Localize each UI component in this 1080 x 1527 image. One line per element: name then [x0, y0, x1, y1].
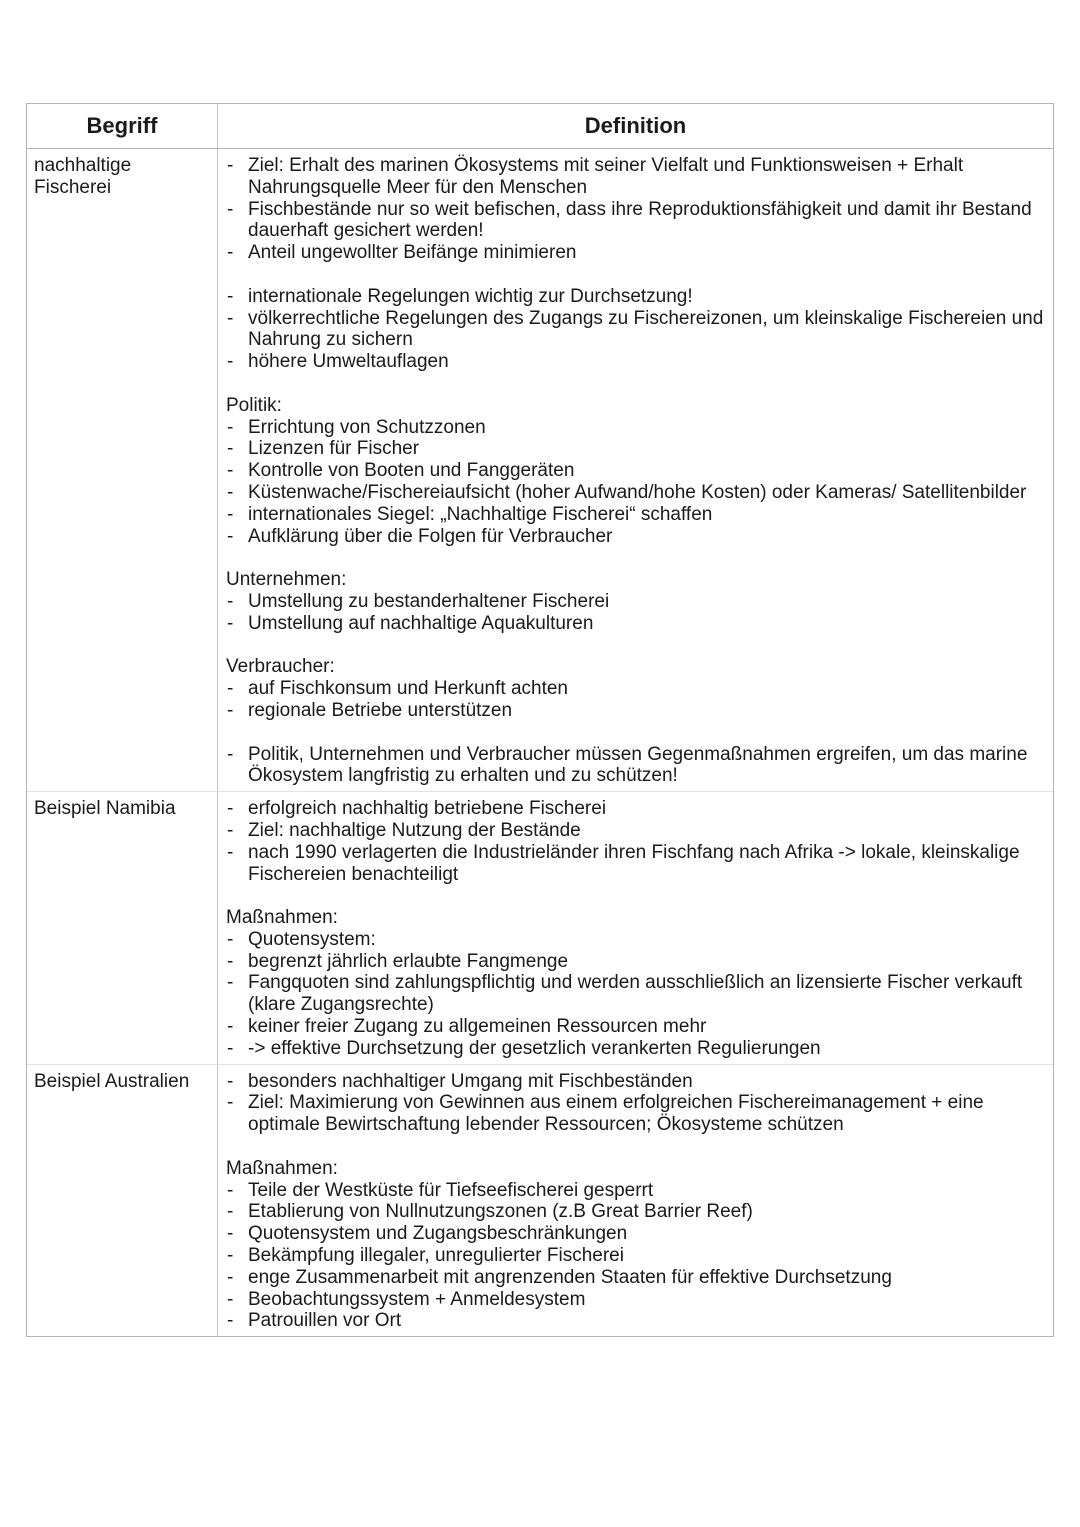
bullet-item: - Aufklärung über die Folgen für Verbraucher: [226, 526, 1045, 548]
bullet-item: - enge Zusammenarbeit mit angrenzenden Staaten für effektive Durchsetzung: [226, 1267, 1045, 1289]
definition-cell: [218, 1065, 1053, 1337]
bullet-item: - internationale Regelungen wichtig zur Durchsetzung!: [226, 286, 1045, 308]
definition-block: [226, 286, 1045, 373]
bullet-item: - Quotensystem:: [226, 929, 1045, 951]
section-heading: Maßnahmen:: [226, 1157, 338, 1179]
bullet-list: [226, 417, 1045, 548]
bullet-list: [226, 1180, 1045, 1333]
section-heading: Verbraucher:: [226, 656, 335, 678]
header-definition: Definition: [584, 113, 687, 139]
bullet-item: - Ziel: nachhaltige Nutzung der Bestände: [226, 820, 1045, 842]
definition-block: [226, 907, 1045, 1060]
definition-block: [226, 656, 1045, 721]
table-row: [27, 149, 1053, 792]
bullet-item: - begrenzt jährlich erlaubte Fangmenge: [226, 951, 1045, 973]
bullet-item: - Küstenwache/Fischereiaufsicht (hoher Aufwand/hohe Kosten) oder Kameras/ Satellitenbilder: [226, 482, 1045, 504]
definition-block: [226, 1071, 1045, 1136]
definition-table: [26, 103, 1054, 1337]
section-heading: Maßnahmen:: [226, 907, 338, 929]
bullet-item: - Quotensystem und Zugangsbeschränkungen: [226, 1223, 1045, 1245]
definition-block: [226, 744, 1045, 788]
term-cell: Beispiel Namibia: [27, 792, 218, 1064]
section-heading: Unternehmen:: [226, 569, 347, 591]
bullet-item: - Patrouillen vor Ort: [226, 1310, 1045, 1332]
bullet-list: [226, 286, 1045, 373]
bullet-item: - völkerrechtliche Regelungen des Zugangs zu Fischereizonen, um kleinskalige Fischereien und Nahrung zu sichern: [226, 308, 1045, 352]
definition-block: [226, 155, 1045, 264]
bullet-list: [226, 798, 1045, 885]
bullet-item: - Politik, Unternehmen und Verbraucher müssen Gegenmaßnahmen ergreifen, um das marine Ökosystem langfristig zu erhalten und zu schützen!: [226, 744, 1045, 788]
definition-block: [226, 1158, 1045, 1332]
bullet-item: - Kontrolle von Booten und Fanggeräten: [226, 460, 1045, 482]
bullet-item: - Bekämpfung illegaler, unregulierter Fischerei: [226, 1245, 1045, 1267]
table-row: [27, 792, 1053, 1065]
bullet-item: - Ziel: Erhalt des marinen Ökosystems mit seiner Vielfalt und Funktionsweisen + Erhalt Nahrungsquelle Meer für den Menschen: [226, 155, 1045, 199]
bullet-list: [226, 744, 1045, 788]
bullet-item: - Anteil ungewollter Beifänge minimieren: [226, 242, 1045, 264]
term-cell: Beispiel Australien: [27, 1065, 218, 1337]
bullet-item: - Ziel: Maximierung von Gewinnen aus einem erfolgreichen Fischereimanagement + eine optimale Bewirtschaftung lebender Ressourcen; Ökosysteme schützen: [226, 1092, 1045, 1136]
bullet-item: - höhere Umweltauflagen: [226, 351, 1045, 373]
bullet-item: - -> effektive Durchsetzung der gesetzlich verankerten Regulierungen: [226, 1038, 1045, 1060]
bullet-item: - besonders nachhaltiger Umgang mit Fischbeständen: [226, 1071, 1045, 1093]
bullet-item: - auf Fischkonsum und Herkunft achten: [226, 678, 1045, 700]
table-row: [27, 1065, 1053, 1337]
bullet-list: [226, 678, 1045, 722]
definition-block: [226, 395, 1045, 548]
bullet-list: [226, 929, 1045, 1060]
bullet-item: - keiner freier Zugang zu allgemeinen Ressourcen mehr: [226, 1016, 1045, 1038]
bullet-item: - Beobachtungssystem + Anmeldesystem: [226, 1289, 1045, 1311]
table-body: [27, 149, 1053, 1336]
bullet-item: - nach 1990 verlagerten die Industrieländer ihren Fischfang nach Afrika -> lokale, kleinskalige Fischereien benachteiligt: [226, 842, 1045, 886]
bullet-list: [226, 1071, 1045, 1136]
definition-block: [226, 569, 1045, 634]
bullet-item: - Fischbestände nur so weit befischen, dass ihre Reproduktionsfähigkeit und damit ihr Bestand dauerhaft gesichert werden!: [226, 199, 1045, 243]
header-term: Begriff: [27, 104, 218, 148]
table-header-row: [27, 104, 1053, 149]
bullet-item: - Errichtung von Schutzzonen: [226, 417, 1045, 439]
bullet-item: - Fangquoten sind zahlungspflichtig und werden ausschließlich an lizensierte Fischer verkauft (klare Zugangsrechte): [226, 972, 1045, 1016]
definition-block: [226, 798, 1045, 885]
bullet-list: [226, 591, 1045, 635]
bullet-item: - erfolgreich nachhaltig betriebene Fischerei: [226, 798, 1045, 820]
definition-cell: [218, 792, 1053, 1064]
bullet-item: - Umstellung auf nachhaltige Aquakulturen: [226, 613, 1045, 635]
bullet-item: - Teile der Westküste für Tiefseefischerei gesperrt: [226, 1180, 1045, 1202]
bullet-item: - internationales Siegel: „Nachhaltige Fischerei“ schaffen: [226, 504, 1045, 526]
bullet-item: - Etablierung von Nullnutzungszonen (z.B Great Barrier Reef): [226, 1201, 1045, 1223]
bullet-list: [226, 155, 1045, 264]
definition-cell: [218, 149, 1053, 791]
section-heading: Politik:: [226, 394, 282, 416]
bullet-item: - Lizenzen für Fischer: [226, 438, 1045, 460]
bullet-item: - regionale Betriebe unterstützen: [226, 700, 1045, 722]
bullet-item: - Umstellung zu bestanderhaltener Fischerei: [226, 591, 1045, 613]
term-cell: nachhaltige Fischerei: [27, 149, 218, 791]
